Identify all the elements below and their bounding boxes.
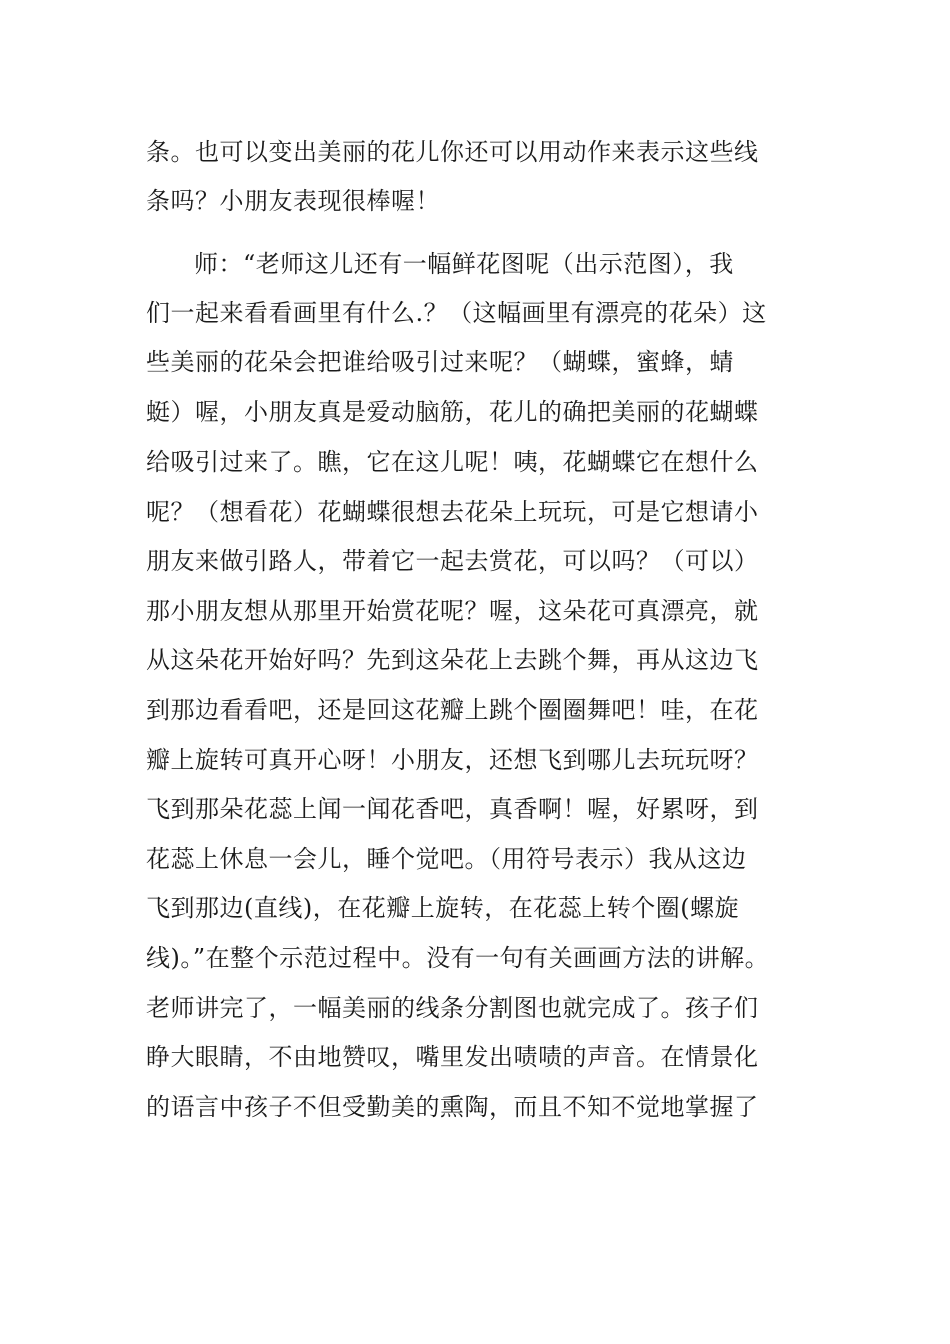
paragraph-1-line-2: 条吗？小朋友表现很棒喔！ <box>146 187 440 215</box>
paragraph-2-line-16: 老师讲完了，一幅美丽的线条分割图也就完成了。孩子们 <box>146 994 759 1022</box>
paragraph-2-line-9: 从这朵花开始好吗？先到这朵花上去跳个舞，再从这边飞 <box>146 646 759 674</box>
paragraph-2-line-17: 睁大眼睛，不由地赞叹，嘴里发出啧啧的声音。在情景化 <box>146 1043 759 1071</box>
paragraph-2-line-1: 师：“老师这儿还有一幅鲜花图呢（出示范图），我 <box>194 250 734 278</box>
paragraph-2-line-6: 呢？（想看花）花蝴蝶很想去花朵上玩玩，可是它想请小 <box>146 498 759 526</box>
paragraph-2-line-18: 的语言中孩子不但受勤美的熏陶，而且不知不觉地掌握了 <box>146 1093 759 1121</box>
paragraph-2-line-13: 花蕊上休息一会儿，睡个觉吧。（用符号表示）我从这边 <box>146 845 747 873</box>
paragraph-2-line-7: 朋友来做引路人，带着它一起去赏花，可以吗？（可以） <box>146 547 759 575</box>
paragraph-2-line-14: 飞到那边(直线)，在花瓣上旋转，在花蕊上转个圈(螺旋 <box>146 894 740 922</box>
paragraph-2-line-5: 给吸引过来了。瞧，它在这儿呢！咦，花蝴蝶它在想什么 <box>146 448 759 476</box>
paragraph-2-line-3: 些美丽的花朵会把谁给吸引过来呢？（蝴蝶，蜜蜂，蜻 <box>146 348 734 376</box>
paragraph-2-line-12: 飞到那朵花蕊上闻一闻花香吧，真香啊！喔，好累呀，到 <box>146 795 759 823</box>
paragraph-2-line-11: 瓣上旋转可真开心呀！小朋友，还想飞到哪儿去玩玩呀？ <box>146 746 759 774</box>
paragraph-2-line-15: 线)。”在整个示范过程中。没有一句有关画画方法的讲解。 <box>146 944 770 972</box>
paragraph-1-line-1: 条。也可以变出美丽的花儿你还可以用动作来表示这些线 <box>146 138 759 166</box>
paragraph-2-line-8: 那小朋友想从那里开始赏花呢？喔，这朵花可真漂亮，就 <box>146 597 759 625</box>
paragraph-2-line-4: 蜓）喔，小朋友真是爱动脑筋，花儿的确把美丽的花蝴蝶 <box>146 398 759 426</box>
paragraph-2-line-10: 到那边看看吧，还是回这花瓣上跳个圈圈舞吧！哇，在花 <box>146 696 759 724</box>
paragraph-2-line-2: 们一起来看看画里有什么.？（这幅画里有漂亮的花朵）这 <box>146 299 767 327</box>
